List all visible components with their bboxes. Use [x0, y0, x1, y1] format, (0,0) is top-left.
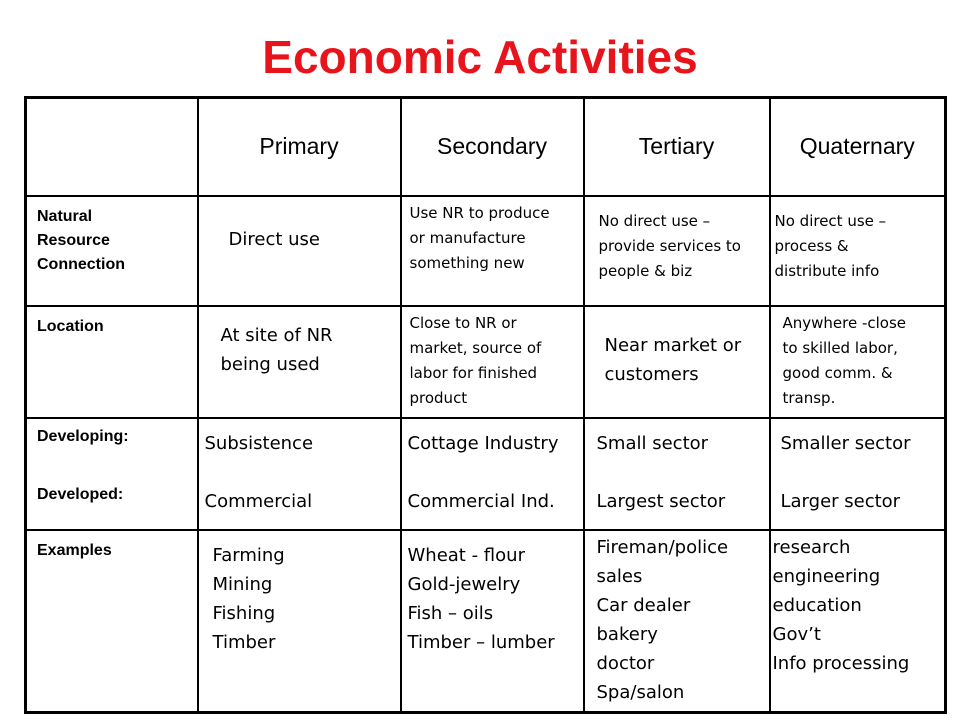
- cell-examples-primary: Farming Mining Fishing Timber: [198, 530, 401, 713]
- header-row: [26, 98, 946, 196]
- cell-nr-quaternary: No direct use – process & distribute info: [770, 196, 946, 306]
- corner-cell: [26, 98, 198, 196]
- cell-location-tertiary: Near market or customers: [584, 306, 770, 418]
- cell-examples-quaternary: research engineering education Gov’t Info processing: [770, 530, 946, 713]
- table-row: [26, 530, 946, 713]
- cell-dev-secondary: Cottage Industry Commercial Ind.: [401, 418, 584, 530]
- row-label-location: Location: [26, 306, 198, 418]
- cell-dev-primary: Subsistence Commercial: [198, 418, 401, 530]
- cell-location-primary: At site of NR being used: [198, 306, 401, 418]
- table-row: [26, 306, 946, 418]
- header-tertiary: Tertiary: [584, 98, 770, 196]
- row-label-examples: Examples: [26, 530, 198, 713]
- row-label-development: Developing: Developed:: [26, 418, 198, 530]
- header-quaternary: Quaternary: [770, 98, 946, 196]
- cell-location-quaternary: Anywhere -close to skilled labor, good comm. & transp.: [770, 306, 946, 418]
- table-row: [26, 418, 946, 530]
- cell-nr-tertiary: No direct use – provide services to people & biz: [584, 196, 770, 306]
- economic-activities-table: [24, 96, 947, 714]
- cell-dev-tertiary: Small sector Largest sector: [584, 418, 770, 530]
- header-primary: Primary: [198, 98, 401, 196]
- page-title: Economic Activities: [262, 31, 698, 83]
- header-secondary: Secondary: [401, 98, 584, 196]
- table-row: [26, 196, 946, 306]
- cell-nr-primary: Direct use: [198, 196, 401, 306]
- cell-nr-secondary: Use NR to produce or manufacture something new: [401, 196, 584, 306]
- cell-location-secondary: Close to NR or market, source of labor for finished product: [401, 306, 584, 418]
- cell-examples-secondary: Wheat - flour Gold-jewelry Fish – oils Timber – lumber: [401, 530, 584, 713]
- cell-dev-quaternary: Smaller sector Larger sector: [770, 418, 946, 530]
- row-label-natural-resource: Natural Resource Connection: [26, 196, 198, 306]
- cell-examples-tertiary: Fireman/police sales Car dealer bakery doctor Spa/salon: [584, 530, 770, 713]
